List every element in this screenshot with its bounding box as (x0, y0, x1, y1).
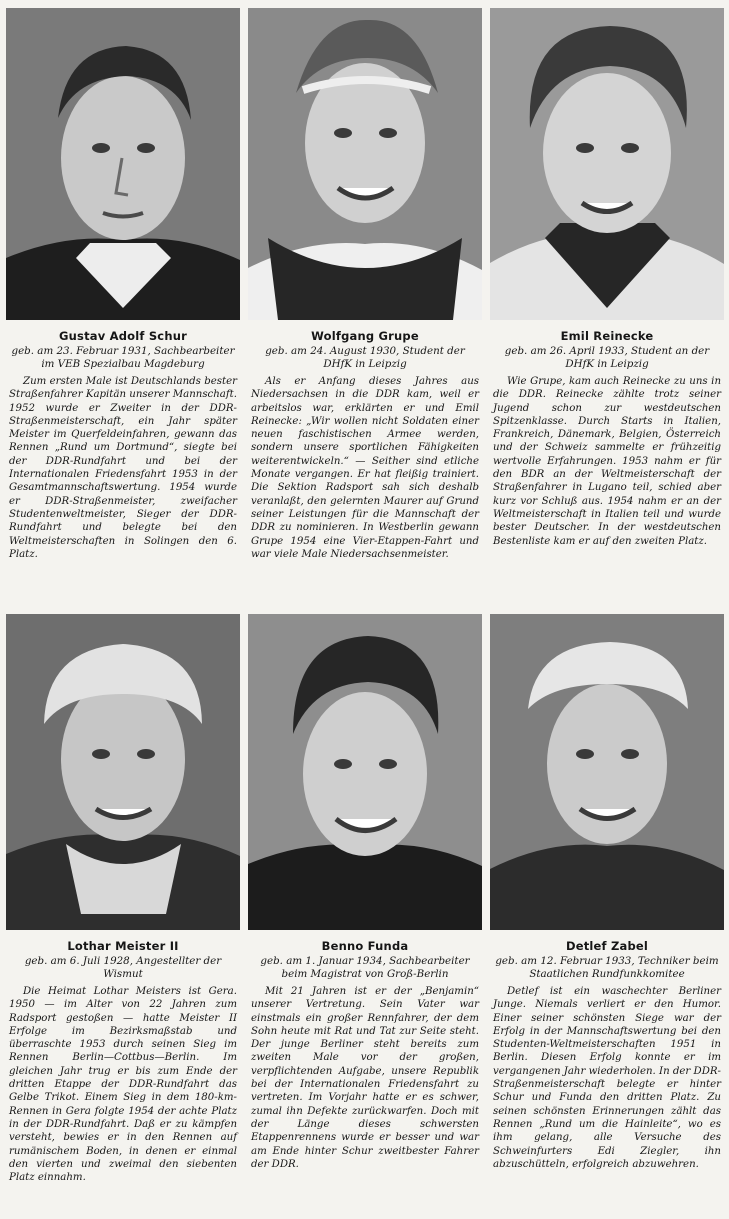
cyclist-birth-occupation: geb. am 6. Juli 1928, Angestellter der Wismut (24, 955, 222, 980)
profile-funda (248, 614, 482, 1184)
profile-row-top (6, 8, 724, 561)
cyclist-name: Benno Funda (321, 939, 409, 953)
profile-zabel (490, 614, 724, 1184)
cyclist-name: Gustav Adolf Schur (59, 329, 187, 343)
portrait-photo-schur (6, 8, 240, 320)
cyclist-birth-occupation: geb. am 12. Februar 1933, Techniker beim Staatlichen Rundfunkkomitee (495, 955, 719, 980)
cyclist-birth-occupation: geb. am 1. Januar 1934, Sachbearbeiter beim Magistrat von Groß-Berlin (260, 955, 470, 980)
cyclist-bio: Zum ersten Male ist Deutschlands bester Straßenfahrer Kapitän unserer Mannschaft. 1952 wurde er Zweiter in der DDR-Straßenmeisterschaft, ein Jahr später Meister im Querfeldeinfahren, gewann das Rennen „Rund um Dortmund“, siegte bei der DDR-Rundfahrt und bei der Internationalen Friedensfahrt 1953 in der Gesamtmannschaftswertung. 1954 wurde er DDR-Straßenmeister, zweifacher Studentenweltmeister, Sieger der DDR-Rundfahrt und belegte bei den Weltmeisterschaften in Solingen den 6. Platz. (9, 376, 237, 560)
cyclist-bio: Detlef ist ein waschechter Berliner Junge. Niemals verliert er den Humor. Einer seiner schönsten Siege war der Erfolg in der Mannschaftswertung bei den Studenten-Weltmeisterschaften 1951 in Berlin. Diesen Erfolg konnte er im vergangenen Jahr wiederholen. In der DDR-Straßenmeisterschaft belegte er hinter Schur und Funda den dritten Platz. Zu seinen schönsten Erinnerungen zählt das Rennen „Rund um die Hainleite“, wo es ihm gelang, alle Versuche des Schweinfurters Edi Ziegler, ihn abzuschütteln, erfolgreich abzuwehren. (493, 986, 721, 1170)
portrait-photo-reinecke (490, 8, 724, 320)
profile-schur (6, 8, 240, 561)
portrait-photo-meister (6, 614, 240, 930)
cyclist-name: Emil Reinecke (560, 329, 654, 343)
profile-grupe (248, 8, 482, 561)
cyclist-bio: Als er Anfang dieses Jahres aus Niedersachsen in die DDR kam, weil er arbeitslos war, erklärten er und Emil Reinecke: „Wir wollen nicht Soldaten einer neuen faschistischen Armee werden, sondern unsere sportlichen Fähigkeiten weiterentwickeln.“ — Seither sind etliche Monate vergangen. Er hat fleißig trainiert. Die Sektion Radsport sah sich deshalb veranlaßt, den gelernten Maurer auf Grund seiner Leistungen für die Mannschaft der DDR zu nominieren. In Westberlin gewann Grupe 1954 eine Vier-Etappen-Fahrt und war viele Male Niedersachsenmeister. (251, 376, 479, 560)
cyclist-birth-occupation: geb. am 26. April 1933, Student an der DHfK in Leipzig (504, 345, 710, 370)
cyclist-bio: Mit 21 Jahren ist er der „Benjamin“ unserer Vertretung. Sein Vater war einstmals ein großer Rennfahrer, der dem Sohn heute mit Rat und Tat zur Seite steht. Der junge Berliner steht bereits zum zweiten Male vor der großen, verpflichtenden Aufgabe, unsere Republik bei der Internationalen Friedensfahrt zu vertreten. Im Vorjahr hatte er es schwer, zumal ihn Defekte zurückwarfen. Doch mit der Länge dieses schwersten Etappenrennens wurde er besser und war am Ende hinter Schur zweitbester Fahrer der DDR. (251, 986, 479, 1170)
cyclist-name: Detlef Zabel (565, 939, 649, 953)
cyclist-birth-occupation: geb. am 23. Februar 1931, Sachbearbeiter im VEB Spezialbau Magdeburg (11, 345, 235, 370)
cyclist-bio: Wie Grupe, kam auch Reinecke zu uns in die DDR. Reinecke zählte trotz seiner Jugend schon zur westdeutschen Spitzenklasse. Durch Starts in Italien, Frankreich, Dänemark, Belgien, Österreich und der Schweiz sammelte er frühzeitig wertvolle Erfahrungen. 1953 nahm er für den BDR an der Weltmeisterschaft der Straßenfahrer in Lugano teil, schied aber kurz vor Schluß aus. 1954 nahm er an der Weltmeisterschaft in Italien teil und wurde bester Deutscher. In der westdeutschen Bestenliste kam er auf den zweiten Platz. (493, 376, 721, 547)
portrait-photo-funda (248, 614, 482, 930)
cyclist-bio: Die Heimat Lothar Meisters ist Gera. 1950 — im Alter von 22 Jahren zum Radsport gestoßen — hatte Meister II Erfolge im Bezirksmaßstab und überraschte 1953 durch seinen Sieg im Rennen Berlin—Cottbus—Berlin. Im gleichen Jahr trug er bis zum Ende der dritten Etappe der DDR-Rundfahrt das Gelbe Trikot. Einem Sieg in dem 180-km-Rennen in Gera folgte 1954 der achte Platz in der DDR-Rundfahrt. Daß er zu kämpfen versteht, bewies er in den Rennen auf rumänischem Boden, in denen er einmal den vierten und zweimal den siebenten Platz einnahm. (9, 986, 237, 1184)
cyclist-name: Wolfgang Grupe (311, 329, 419, 343)
profile-row-bottom (6, 614, 724, 1184)
profile-reinecke (490, 8, 724, 561)
portrait-photo-grupe (248, 8, 482, 320)
portrait-photo-zabel (490, 614, 724, 930)
cyclist-birth-occupation: geb. am 24. August 1930, Student der DHfK in Leipzig (265, 345, 465, 370)
cyclist-name: Lothar Meister II (67, 939, 179, 953)
profile-meister (6, 614, 240, 1184)
